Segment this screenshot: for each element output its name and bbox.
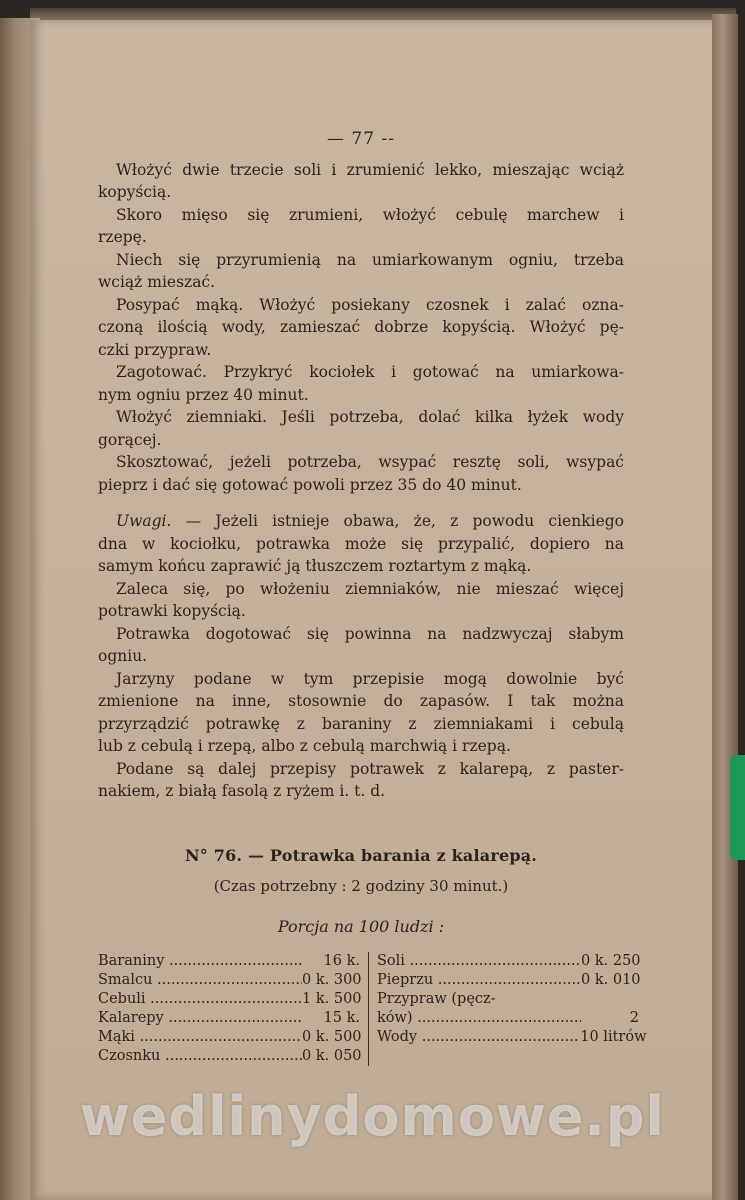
text-line: Potrawka dogotować się powinna na nadzwyczaj słabym bbox=[116, 624, 624, 643]
ingredient-name: Baraniny ..... bbox=[98, 952, 302, 971]
watermark: wedlinydomowe.pl bbox=[79, 1085, 666, 1148]
ingredient-quantity: 0 k. 300 bbox=[302, 972, 362, 988]
paragraph bbox=[98, 668, 624, 758]
text-line: Włożyć ziemniaki. Jeśli potrzeba, dolać kilka łyżek wody bbox=[116, 408, 624, 426]
paragraph bbox=[98, 294, 624, 362]
ingredient-row bbox=[98, 1047, 360, 1066]
ingredient-quantity: 16 k. bbox=[323, 953, 360, 969]
ingredient-name: Cebuli ..... bbox=[98, 990, 302, 1009]
text-line: Jarzyny podane w tym przepisie mogą dowolnie być bbox=[116, 669, 624, 688]
page-number: — 77 -- bbox=[327, 129, 395, 149]
ingredient-quantity: 1 k. 500 bbox=[302, 991, 362, 1007]
text-line: Niech się przyrumienią na umiarkowanym ogniu, trzeba bbox=[116, 250, 624, 269]
ingredient-name: Mąki ..... bbox=[98, 1028, 302, 1047]
text-line: nakiem, z białą fasolą z ryżem i. t. d. bbox=[98, 782, 386, 800]
text-line: Skoro mięso się zrumieni, włożyć cebulę marchew i bbox=[116, 205, 624, 224]
ingredient-name: Kalarepy ..... bbox=[98, 1009, 302, 1028]
ingredient-quantity: 10 litrów bbox=[580, 1029, 647, 1045]
ingredient-name: Pieprzu ..... bbox=[377, 971, 581, 990]
ingredient-quantity: 2 bbox=[629, 1010, 639, 1026]
ingredient-name: Wody ..... bbox=[377, 1028, 580, 1047]
text-line: samym końcu zaprawić ją tłuszczem roztartym z mąką. bbox=[98, 557, 532, 575]
paragraph bbox=[98, 623, 624, 668]
ingredient-quantity: 0 k. 010 bbox=[581, 972, 641, 988]
ingredient-row bbox=[377, 1009, 639, 1028]
ingredient-row bbox=[377, 1028, 647, 1047]
text-line: Skosztować, jeżeli potrzeba, wsypać resztę soli, wsypać bbox=[116, 453, 624, 471]
text-line: czoną ilością wody, zamieszać dobrze kopyścią. Włożyć pę- bbox=[98, 318, 624, 336]
paragraph bbox=[98, 758, 624, 803]
ingredients-left-column bbox=[98, 952, 369, 1066]
ingredient-quantity: 0 k. 050 bbox=[302, 1048, 362, 1064]
text-line: przyrządzić potrawkę z baraniny z ziemniakami i cebulą bbox=[98, 714, 624, 733]
recipe-time: (Czas potrzebny : 2 godziny 30 minut.) bbox=[213, 877, 509, 895]
text-line: pieprz i dać się gotować powoli przez 35 do 40 minut. bbox=[98, 475, 522, 494]
ingredient-name: Soli ..... bbox=[377, 952, 581, 971]
paragraph bbox=[98, 361, 624, 406]
text-line: rzepę. bbox=[98, 228, 147, 246]
ingredient-row bbox=[98, 952, 360, 971]
ingredient-row bbox=[377, 971, 639, 990]
ingredient-row bbox=[98, 1009, 360, 1028]
text-line: Włożyć dwie trzecie soli i zrumienić lekko, mieszając wciąż bbox=[116, 160, 624, 179]
text-line: lub z cebulą i rzepą, albo z cebulą marchwią i rzepą. bbox=[98, 737, 511, 755]
bookmark-tab bbox=[730, 755, 745, 860]
ingredient-quantity: 15 k. bbox=[323, 1010, 360, 1026]
text-line: Posypać mąką. Włożyć posiekany czosnek i zalać ozna- bbox=[116, 295, 624, 314]
paragraph bbox=[98, 249, 624, 294]
text-line: Zaleca się, po włożeniu ziemniaków, nie mieszać więcej bbox=[116, 579, 624, 598]
text-line: Zagotować. Przykryć kociołek i gotować na umiarkowa- bbox=[116, 363, 624, 381]
notes-label: Uwagi. bbox=[116, 512, 172, 530]
text-line: zmienione na inne, stosownie do zapasów. I tak można bbox=[98, 692, 624, 710]
text-line: ogniu. bbox=[98, 647, 148, 665]
text-line: gorącej. bbox=[98, 430, 162, 449]
paragraph bbox=[98, 159, 624, 204]
ingredient-row bbox=[98, 1028, 360, 1047]
ingredients-right-column bbox=[369, 952, 647, 1066]
page-content bbox=[98, 128, 647, 1066]
ingredient-row bbox=[377, 952, 639, 971]
text-line: dna w kociołku, potrawka może się przypalić, dopiero na bbox=[98, 534, 624, 553]
book-page-stack bbox=[712, 14, 738, 1200]
paragraph bbox=[98, 451, 624, 496]
ingredient-name: Czosnku ..... bbox=[98, 1047, 302, 1066]
paragraph bbox=[98, 204, 624, 249]
text-line: Podane są dalej przepisy potrawek z kalarepą, z paster- bbox=[116, 759, 624, 778]
notes-text bbox=[98, 510, 624, 803]
text-line: czki przypraw. bbox=[98, 340, 212, 359]
recipe-title: N° 76. — Potrawka barania z kalarepą. bbox=[184, 845, 538, 865]
ingredient-name: Smalcu ..... bbox=[98, 971, 302, 990]
instructions-text bbox=[98, 159, 624, 497]
paragraph bbox=[98, 510, 624, 578]
ingredient-row bbox=[377, 990, 639, 1009]
ingredient-name: Przypraw (pęcz- bbox=[377, 991, 496, 1007]
text-line: wciąż mieszać. bbox=[98, 273, 216, 291]
ingredient-quantity: 0 k. 500 bbox=[302, 1029, 362, 1045]
ingredient-row bbox=[98, 990, 360, 1009]
ingredient-row bbox=[98, 971, 360, 990]
text-line bbox=[98, 510, 624, 533]
ingredient-quantity: 0 k. 250 bbox=[581, 953, 641, 969]
ingredients-table bbox=[98, 952, 647, 1066]
paragraph bbox=[98, 578, 624, 623]
text-line: kopyścią. bbox=[98, 183, 172, 201]
recipe-portion: Porcja na 100 ludzi : bbox=[277, 916, 445, 936]
text-line: potrawki kopyścią. bbox=[98, 602, 246, 620]
ingredient-quantity bbox=[581, 990, 639, 1009]
text-fragment: — Jeżeli istnieje obawa, że, z powodu cienkiego bbox=[171, 512, 624, 530]
ingredient-name: ków) ..... bbox=[377, 1009, 581, 1028]
paragraph bbox=[98, 406, 624, 451]
text-line: nym ogniu przez 40 minut. bbox=[98, 385, 309, 404]
